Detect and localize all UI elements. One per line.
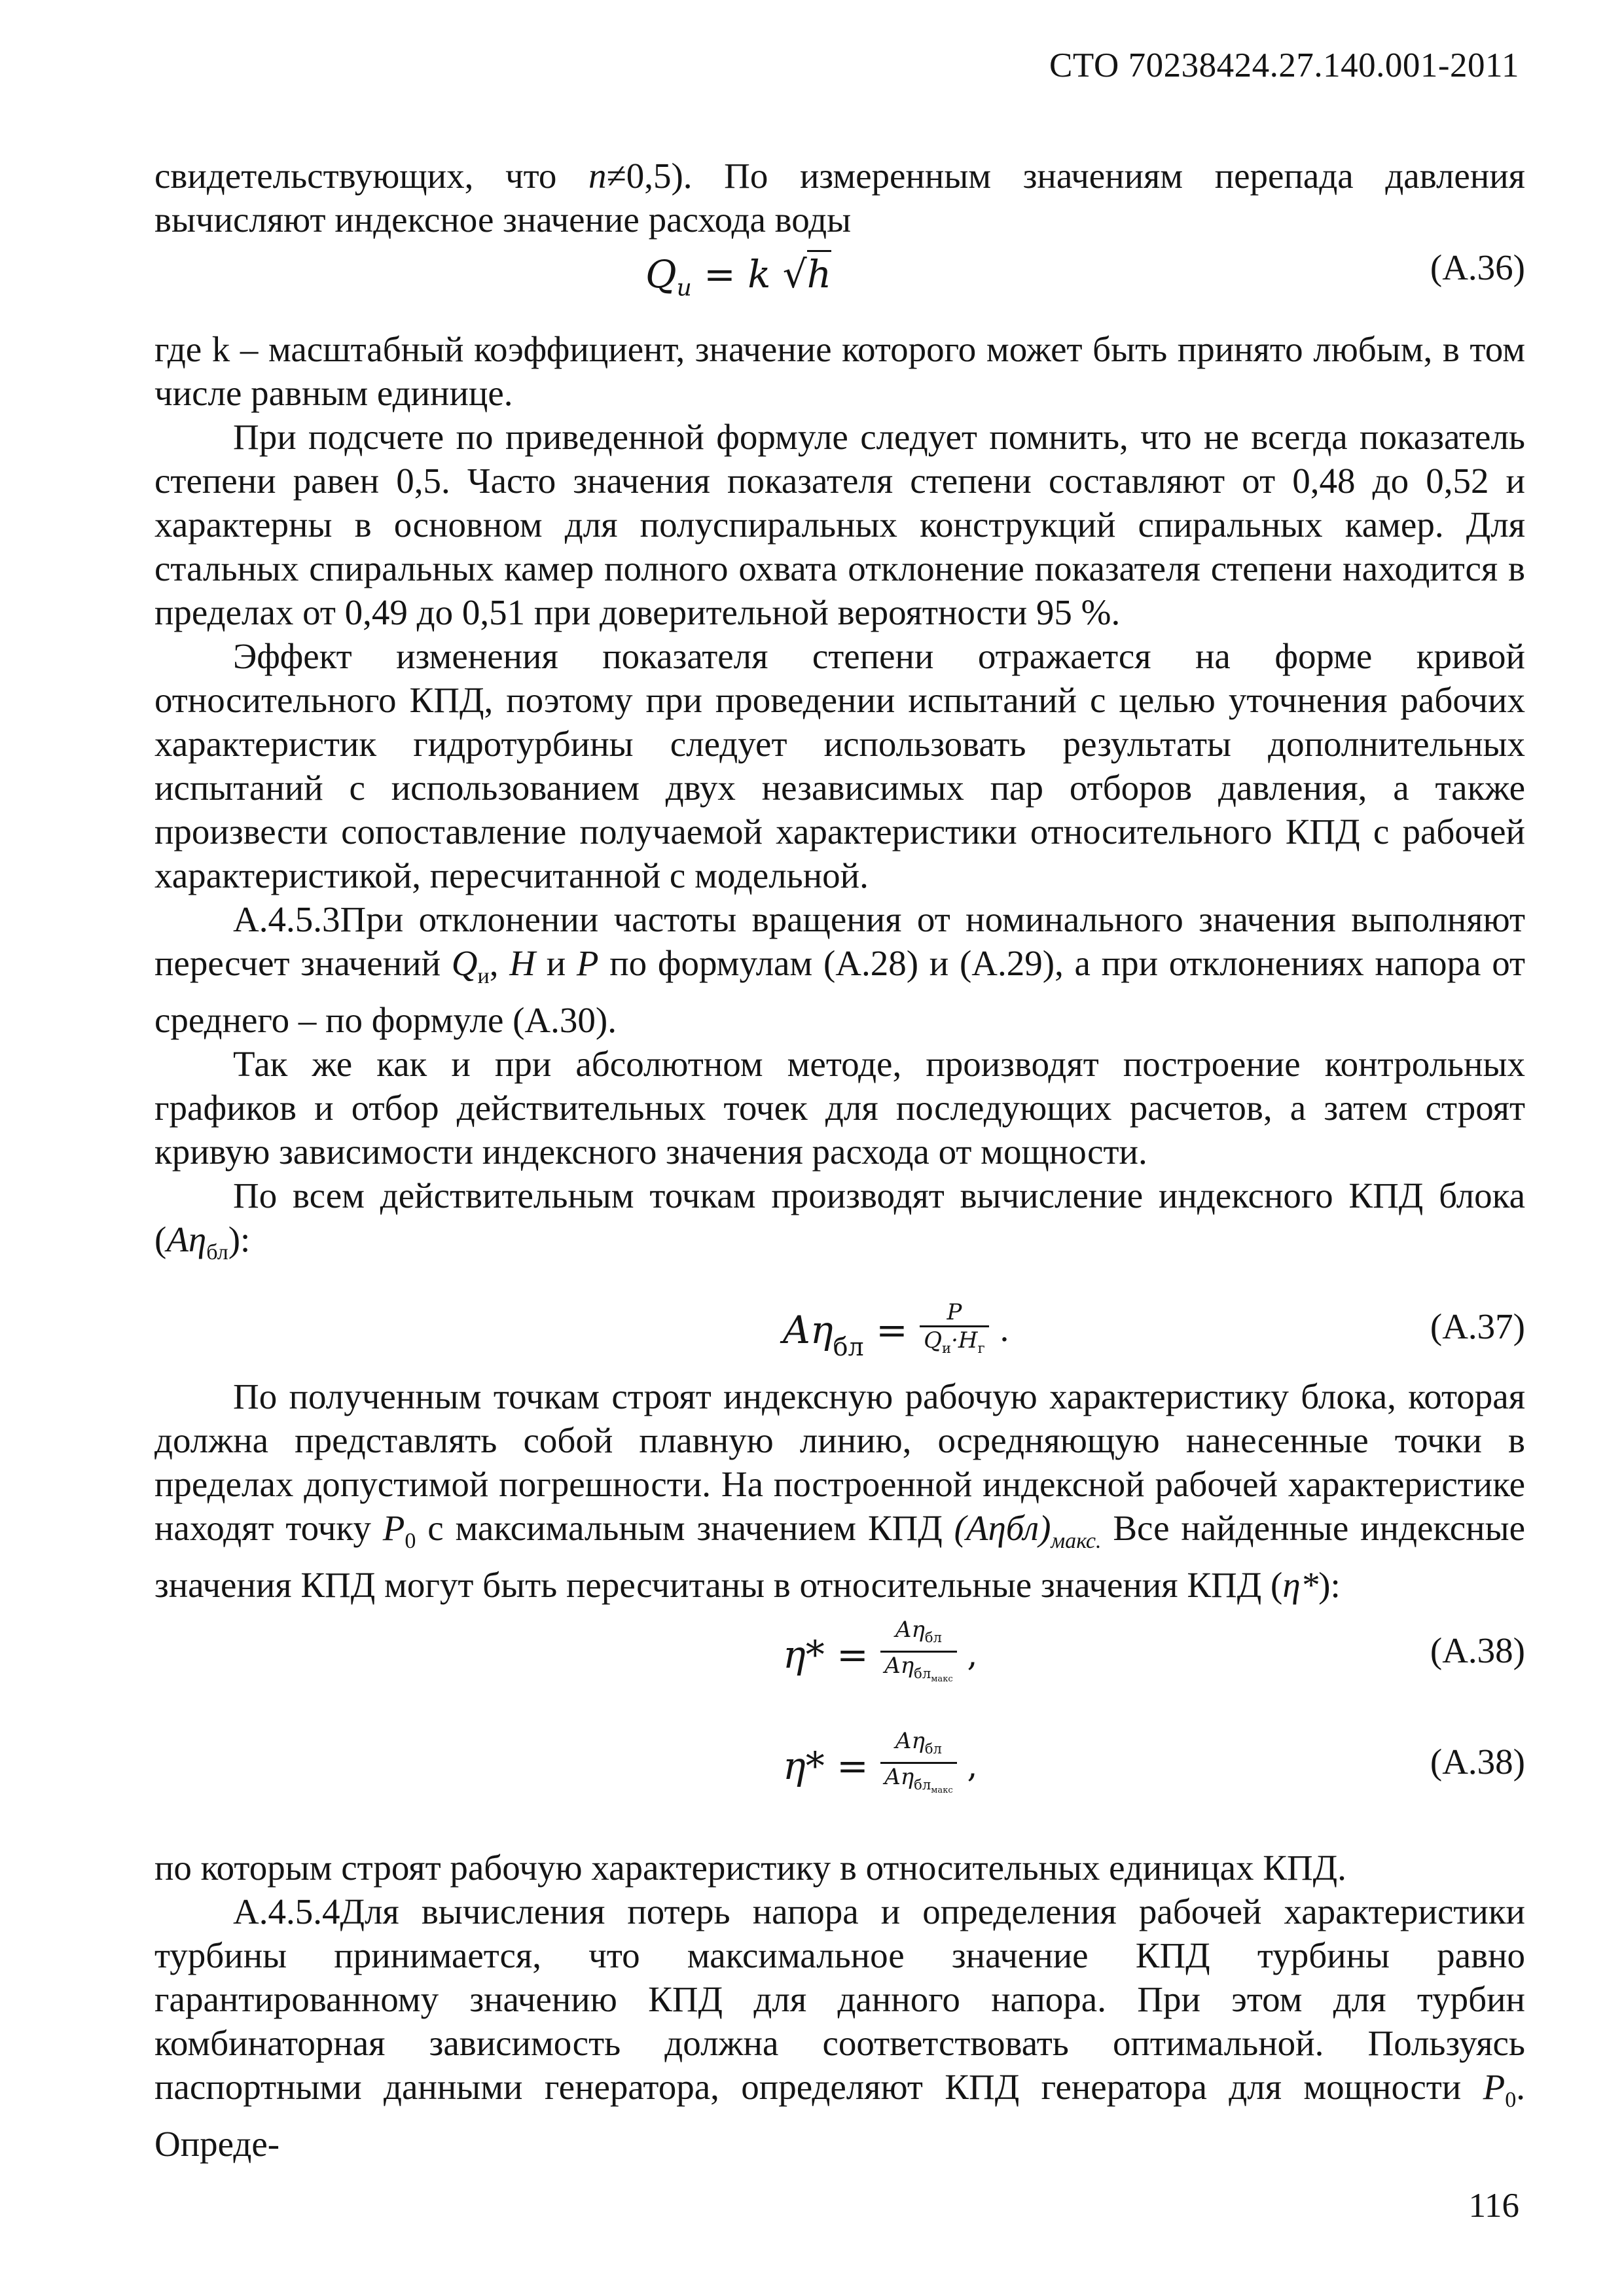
paragraph-a453: А.4.5.3При отклонении частоты вращения от номинального значения выполняют пересчет значений $Q_и$, H и P по формулам (А.28) и (А.29), а при отклонениях напора от среднего – по формуле (А.30).	[154, 899, 1526, 1040]
formula-a36: $Q_и = k$ √h	[645, 252, 831, 302]
fraction: $\frac{P}{Q_и\cdot H_г}$	[920, 1299, 988, 1361]
formula-a38: η* = $\frac{A\eta_{бл}}{A\eta_{бл_{макс}}}$ ,	[783, 1728, 977, 1804]
equation-a36	[154, 247, 1525, 304]
body-text	[154, 327, 1525, 1274]
formula-a38: η* = $\frac{A\eta_{бл}}{A\eta_{бл_{макс}}}$ ,	[783, 1617, 977, 1693]
paragraph-continuation: свидетельствующих, что n≠0,5). По измеренным значениям перепада давления вычисляют индексное значение расхода воды	[154, 156, 1525, 240]
equation-a38-second	[154, 1728, 1525, 1813]
equation-label: (А.36)	[1430, 247, 1525, 287]
paragraph: по которым строят рабочую характеристику в относительных единицах КПД.	[154, 1848, 1346, 1888]
body-text	[154, 1374, 1525, 1607]
paragraph: По полученным точкам строят индексную рабочую характеристику блока, которая должна представлять собой плавную линию, осредняющую нанесенные точки в пределах допустимой погрешности. На построенной индексной рабочей характеристике находят точку $P_0$ с максимальным значением КПД $(A\eta бл)_{макс.}$ Все найденные индексные значения КПД могут быть пересчитаны в относительные значения КПД (η*):	[154, 1376, 1525, 1605]
sqrt-sign: √	[782, 252, 807, 296]
fraction: $\frac{A\eta_{бл}}{A\eta_{бл_{макс}}}$	[880, 1728, 956, 1804]
paragraph: Эффект изменения показателя степени отражается на форме кривой относительного КПД, поэтому при проведении испытаний с целью уточнения рабочих характеристик гидротурбины следует использовать результаты дополнительных испытаний с использованием двух независимых пар отборов давления, а также произвести сопоставление получаемой характеристики относительного КПД с рабочей характеристикой, пересчитанной с модельной.	[154, 636, 1525, 895]
equation-label: (А.38)	[1430, 1630, 1525, 1670]
equation-a37	[154, 1299, 1525, 1365]
equation-label: (А.37)	[1430, 1306, 1525, 1346]
equation-a38-first	[154, 1617, 1525, 1702]
equation-label: (А.38)	[1430, 1742, 1525, 1782]
paragraph: где k – масштабный коэффициент, значение которого может быть принято любым, в том числе равным единице.	[154, 329, 1525, 413]
document-code: СТО 70238424.27.140.001-2011	[1049, 46, 1519, 84]
body-text	[154, 1846, 1525, 2166]
paragraph-a454: А.4.5.4Для вычисления потерь напора и определения рабочей характеристики турбины принимается, что максимальное значение КПД турбины равно гарантированному значению КПД для данного напора. При этом для турбин комбинаторная зависимость должна соответствовать оптимальной. Пользуясь паспортными данными генератора, определяют КПД генератора для мощности $P_0$. Опреде-	[154, 1892, 1525, 2164]
formula-a37: Aη $_{бл}$ = $\frac{P}{Q_и\cdot H_г}$ .	[783, 1299, 1010, 1361]
page-number: 116	[1468, 2187, 1519, 2225]
fraction: $\frac{A\eta_{бл}}{A\eta_{бл_{макс}}}$	[880, 1617, 956, 1693]
paragraph: При подсчете по приведенной формуле следует помнить, что не всегда показатель степени равен 0,5. Часто значения показателя степени составляют от 0,48 до 0,52 и характерны в основном для полуспиральных конструкций спиральных камер. Для стальных спиральных камер полного охвата отклонение показателя степени находится в пределах от 0,49 до 0,51 при доверительной вероятности 95 %.	[154, 417, 1525, 632]
paragraph: Так же как и при абсолютном методе, производят построение контрольных графиков и отбор действительных точек для последующих расчетов, а затем строят кривую зависимости индексного значения расхода от мощности.	[154, 1044, 1525, 1172]
paragraph: По всем действительным точкам производят вычисление индексного КПД блока $(A\eta_{бл})$:	[154, 1175, 1525, 1265]
